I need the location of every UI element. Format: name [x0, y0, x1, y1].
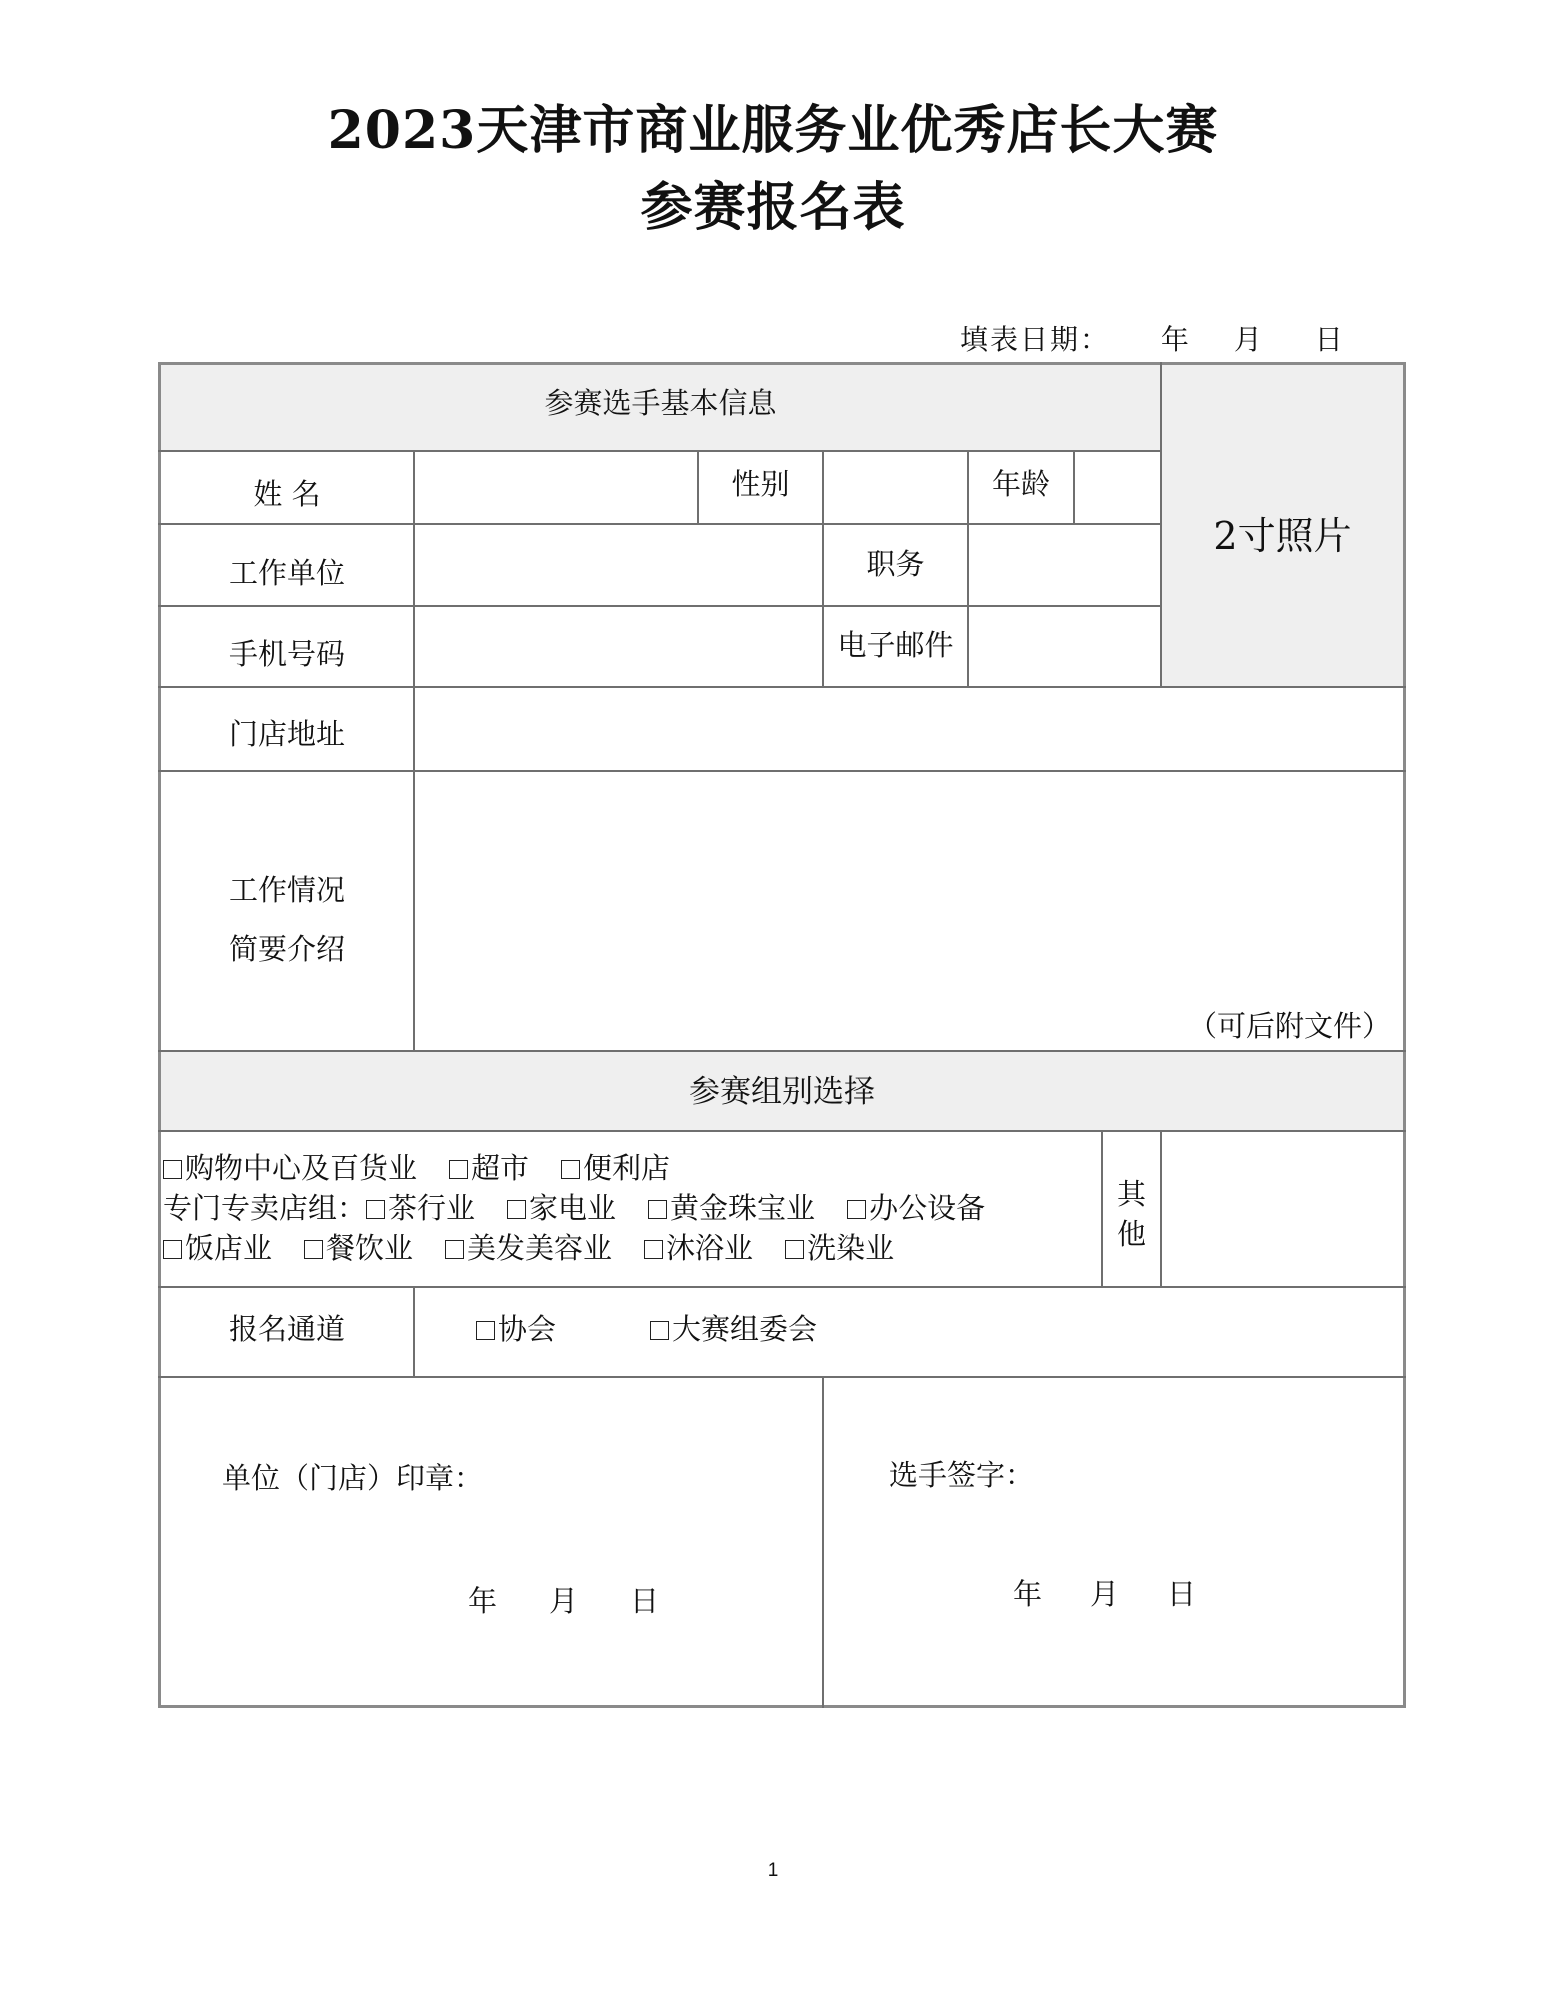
group-options-row3 [163, 1230, 894, 1268]
phone-label: 手机号码 [228, 637, 345, 671]
checkbox[interactable] [644, 1240, 663, 1259]
grid-line [413, 1286, 415, 1378]
channel-option-association[interactable]: 协会 [476, 1311, 556, 1349]
channel-label: 报名通道 [228, 1312, 345, 1346]
group-options-row2 [163, 1190, 985, 1228]
phone-field[interactable] [415, 607, 822, 686]
unit-seal-month: 月 [549, 1584, 579, 1618]
other-field[interactable] [1162, 1132, 1403, 1286]
group-option-beauty[interactable]: 美发美容业 [445, 1230, 612, 1268]
age-label: 年龄 [991, 467, 1050, 501]
group-option-shopping-center[interactable]: 购物中心及百货业 [163, 1150, 417, 1188]
position-field[interactable] [969, 525, 1160, 605]
contestant-sign-label: 选手签字： [889, 1458, 1035, 1492]
checkbox[interactable] [650, 1321, 669, 1340]
checkbox[interactable] [476, 1321, 495, 1340]
form-title-line1: 2023天津市商业服务业优秀店长大赛 [327, 100, 1219, 161]
checkbox[interactable] [163, 1240, 182, 1259]
unit-seal-date [468, 1583, 659, 1621]
group-option-laundry[interactable]: 洗染业 [785, 1230, 894, 1268]
work-intro-label-line1: 工作情况 [228, 873, 345, 907]
store-address-field[interactable] [415, 688, 1403, 770]
channel-option-committee[interactable]: 大赛组委会 [650, 1311, 817, 1349]
specialty-store-group-label: 专门专卖店组： [163, 1191, 367, 1225]
grid-line [822, 1376, 824, 1708]
basic-info-section-title: 参赛选手基本信息 [544, 386, 777, 420]
grid-line [158, 1286, 1406, 1288]
unit-seal-day: 日 [630, 1584, 660, 1618]
fill-date-day: 日 [1314, 323, 1345, 356]
checkbox[interactable] [785, 1240, 804, 1259]
contestant-sign-month: 月 [1090, 1577, 1120, 1611]
checkbox[interactable] [366, 1200, 385, 1219]
name-field[interactable] [415, 452, 697, 523]
gender-label: 性别 [731, 467, 790, 501]
group-options-row1 [163, 1150, 670, 1188]
attachment-note: （可后附文件） [1188, 1009, 1392, 1043]
email-label: 电子邮件 [837, 628, 954, 662]
work-unit-field[interactable] [415, 525, 822, 605]
contestant-sign-date [1013, 1576, 1196, 1614]
form-title-line2: 参赛报名表 [640, 177, 906, 238]
group-section-title: 参赛组别选择 [689, 1074, 875, 1110]
grid-line [158, 1376, 1406, 1378]
grid-line [158, 1050, 1406, 1052]
checkbox[interactable] [445, 1240, 464, 1259]
page-number: 1 [767, 1860, 779, 1881]
group-option-catering[interactable]: 餐饮业 [304, 1230, 413, 1268]
fill-date-year: 年 [1160, 323, 1191, 356]
store-address-label: 门店地址 [228, 717, 345, 751]
work-unit-label: 工作单位 [228, 556, 345, 590]
age-field[interactable] [1075, 452, 1160, 523]
channel-options [476, 1311, 817, 1349]
group-option-jewelry[interactable]: 黄金珠宝业 [648, 1190, 815, 1228]
fill-date-month: 月 [1233, 323, 1264, 356]
group-option-bathing[interactable]: 沐浴业 [644, 1230, 753, 1268]
group-option-supermarket[interactable]: 超市 [449, 1150, 529, 1188]
name-label: 姓 名 [253, 477, 321, 511]
checkbox[interactable] [304, 1240, 323, 1259]
unit-seal-year: 年 [468, 1584, 498, 1618]
photo-placeholder-label: 2寸照片 [1213, 514, 1352, 558]
checkbox[interactable] [648, 1200, 667, 1219]
group-option-office-equipment[interactable]: 办公设备 [847, 1190, 985, 1228]
checkbox[interactable] [507, 1200, 526, 1219]
fill-date-label: 填表日期： [960, 323, 1111, 356]
other-label-line2: 他 [1116, 1217, 1146, 1251]
group-option-tea[interactable]: 茶行业 [366, 1190, 475, 1228]
group-option-convenience-store[interactable]: 便利店 [561, 1150, 670, 1188]
checkbox[interactable] [449, 1160, 468, 1179]
checkbox[interactable] [847, 1200, 866, 1219]
fill-date [960, 318, 1345, 358]
checkbox[interactable] [561, 1160, 580, 1179]
work-intro-label-line2: 简要介绍 [228, 932, 345, 966]
checkbox[interactable] [163, 1160, 182, 1179]
email-field[interactable] [969, 607, 1160, 686]
contestant-sign-year: 年 [1013, 1577, 1043, 1611]
position-label: 职务 [866, 547, 925, 581]
contestant-sign-day: 日 [1167, 1577, 1197, 1611]
group-option-appliance[interactable]: 家电业 [507, 1190, 616, 1228]
group-option-hotel[interactable]: 饭店业 [163, 1230, 272, 1268]
unit-seal-label: 单位（门店）印章： [222, 1461, 484, 1495]
other-label-line1: 其 [1116, 1177, 1146, 1211]
gender-field[interactable] [824, 452, 967, 523]
